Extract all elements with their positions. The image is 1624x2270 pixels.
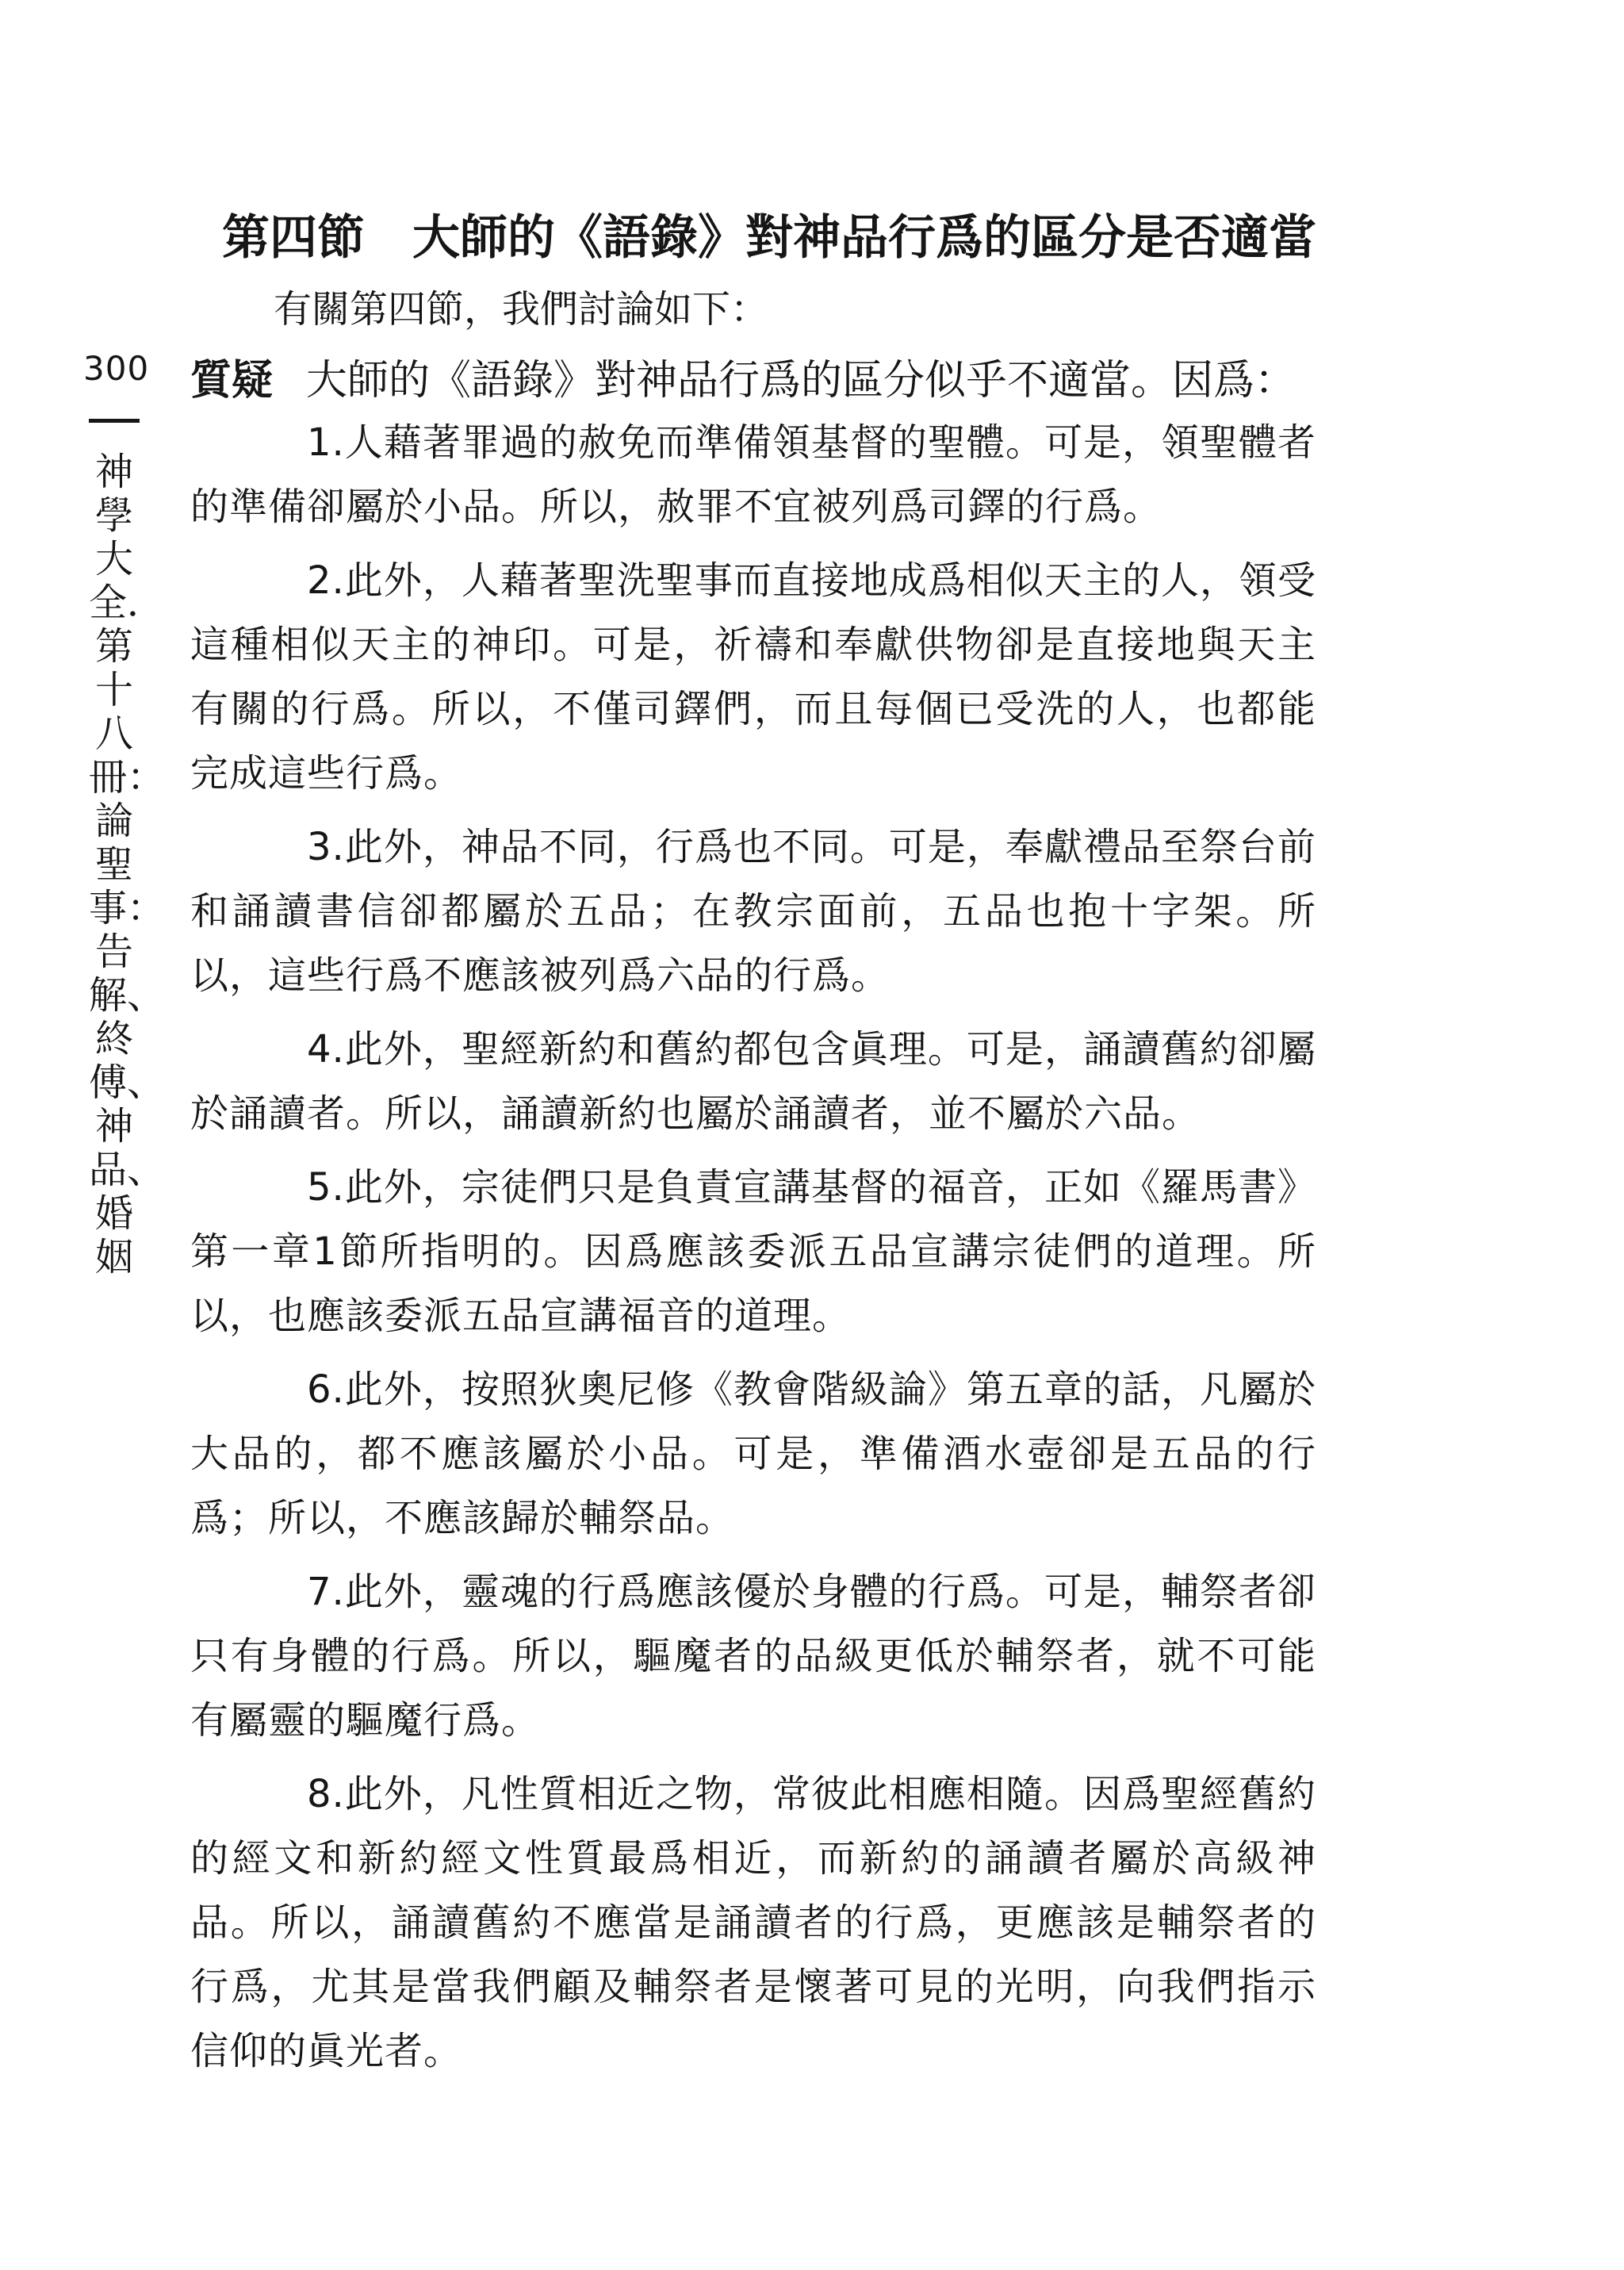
running-head: 神學大全．第十八冊：論聖事：告解、終傅、神品、婚姻 bbox=[89, 450, 166, 1279]
question-text: 大師的《語錄》對神品行爲的區分似乎不適當。因爲： bbox=[306, 357, 1297, 405]
objection-paragraph: 7.此外，靈魂的行爲應該優於身體的行爲。可是，輔祭者卻只有身體的行爲。所以，驅魔者的品級更低於輔祭者，就不可能有屬靈的驅魔行爲。 bbox=[190, 1570, 1316, 1743]
section-title: 第四節 大師的《語錄》對神品行爲的區分是否適當 bbox=[222, 210, 1316, 266]
objection-paragraph: 2.此外，人藉著聖洗聖事而直接地成爲相似天主的人，領受這種相似天主的神印。可是，祈禱和奉獻供物卻是直接地與天主有關的行爲。所以，不僅司鐸們，而且每個已受洗的人，也都能完成這些行爲。 bbox=[190, 558, 1316, 796]
objection-paragraph: 6.此外，按照狄奧尼修《教會階級論》第五章的話，凡屬於大品的，都不應該屬於小品。可是，準備酒水壺卻是五品的行爲；所以，不應該歸於輔祭品。 bbox=[190, 1367, 1316, 1540]
objection-paragraph: 8.此外，凡性質相近之物，常彼此相應相隨。因爲聖經舊約的經文和新約經文性質最爲相近，而新約的誦讀者屬於高級神品。所以，誦讀舊約不應當是誦讀者的行爲，更應該是輔祭者的行爲，尤其是當我們顧及輔祭者是懷著可見的光明，向我們指示信仰的眞光者。 bbox=[190, 1772, 1316, 2073]
objection-paragraph: 5.此外，宗徒們只是負責宣講基督的福音，正如《羅馬書》第一章1節所指明的。因爲應該委派五品宣講宗徒們的道理。所以，也應該委派五品宣講福音的道理。 bbox=[190, 1165, 1316, 1338]
objection-paragraph: 3.此外，神品不同，行爲也不同。可是，奉獻禮品至祭台前和誦讀書信卻都屬於五品；在教宗面前，五品也抱十字架。所以，這些行爲不應該被列爲六品的行爲。 bbox=[190, 825, 1316, 998]
objection-paragraph: 1.人藉著罪過的赦免而準備領基督的聖體。可是，領聖體者的準備卻屬於小品。所以，赦罪不宜被列爲司鐸的行爲。 bbox=[190, 420, 1316, 529]
objections-body bbox=[190, 411, 1316, 2093]
question-line bbox=[190, 347, 1332, 414]
page-number-rule bbox=[89, 419, 140, 423]
objection-paragraph: 4.此外，聖經新約和舊約都包含眞理。可是，誦讀舊約卻屬於誦讀者。所以，誦讀新約也屬於誦讀者，並不屬於六品。 bbox=[190, 1027, 1316, 1136]
question-label: 質疑 bbox=[190, 356, 274, 405]
page-number: 300 bbox=[83, 349, 150, 388]
intro-line: 有關第四節，我們討論如下： bbox=[274, 287, 769, 332]
